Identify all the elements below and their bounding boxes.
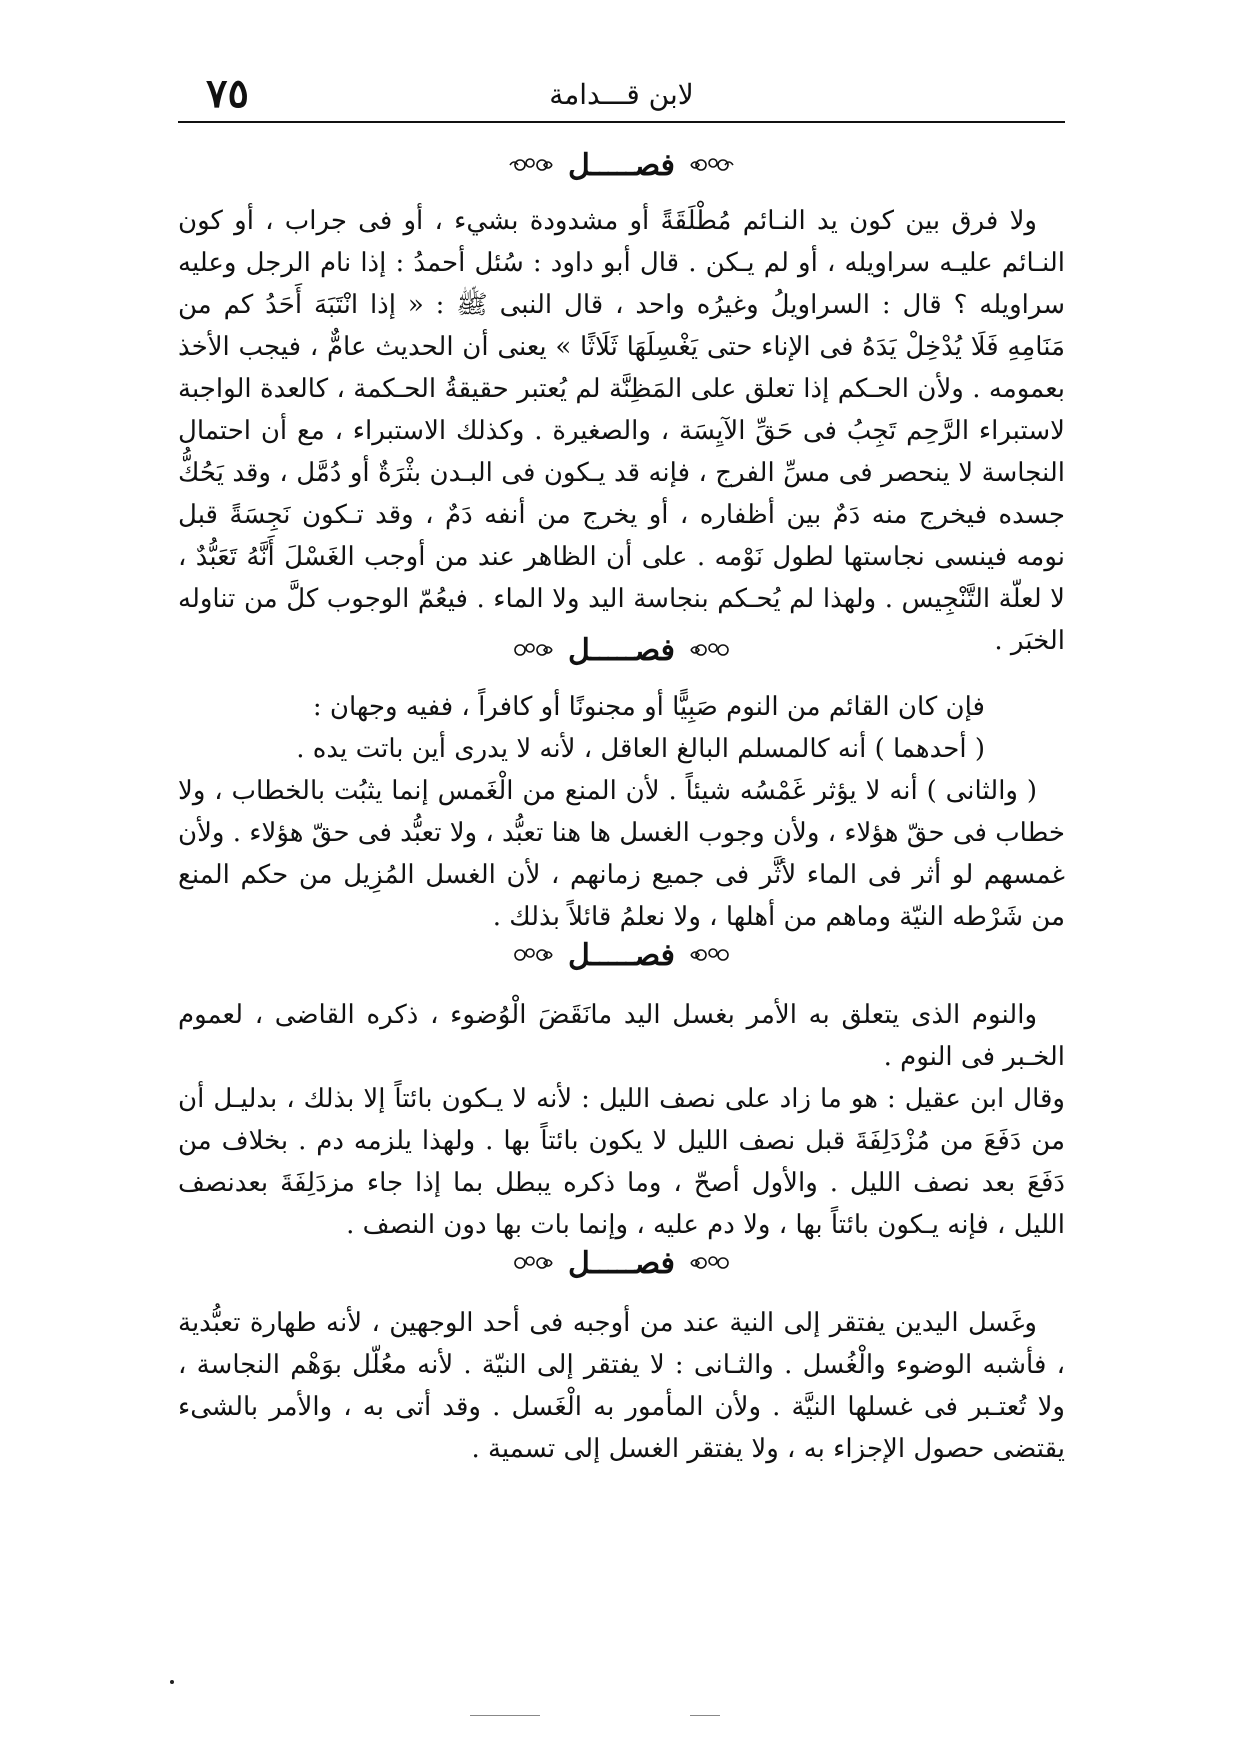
section-body [178,200,1065,662]
ornament-icon [689,153,735,177]
ornament-icon [508,638,554,662]
ornament-icon [689,1251,735,1275]
section-heading-label: فصـــــل [567,147,676,183]
section-body [178,1302,1065,1470]
section-heading-label: فصـــــل [567,937,676,973]
paragraph: ( والثانى ) أنه لا يؤثر غَمْسُه شيئاً . لأن المنع من الْغَمس إنما يثبُت بالخطاب ، ولا خطاب فى حقّ هؤلاء ، ولأن وجوب الغسل ها هنا تعبُّد ، ولا تعبُّد فى حقّ هؤلاء . ولأن غمسهم لو أثر فى الماء لأثَّر فى جميع زمانهم ، لأن الغسل المُزِيل من حكم المنع من شَرْطه النيّة وماهم من أهلها ، ولا نعلمُ قائلاً بذلك . [178,776,1065,932]
paragraph: ( أحدهما ) أنه كالمسلم البالغ العاقل ، لأنه لا يدرى أين باتت يده . [296,734,985,764]
ornament-icon [508,1251,554,1275]
section-heading [178,1238,1065,1288]
ornament-icon [508,943,554,967]
paragraph: وغَسل اليدين يفتقر إلى النية عند من أوجبه فى أحد الوجهين ، لأنه طهارة تعبُّدية ، فأشبه الوضوء والْغُسل . والثـانى : لا يفتقر إلى النيّة . لأنه معُلّل بوَهْم النجاسة ، ولا تُعتـبر فى غسلها النيَّة . ولأن المأمور به الْغَسل . وقد أتى به ، والأمر بالشىء يقتضى حصول الإجزاء به ، ولا يفتقر الغسل إلى تسمية . [178,1308,1065,1464]
footer-dot [170,1680,174,1684]
footer-line [690,1715,720,1716]
ornament-icon [689,943,735,967]
paragraph: فإن كان القائم من النوم صَبِيًّا أو مجنونًا أو كافراً ، ففيه وجهان : [312,692,985,722]
header-rule [178,121,1065,123]
section-body [178,994,1065,1246]
page-header [178,70,1065,120]
paragraph: والنوم الذى يتعلق به الأمر بغسل اليد مانَقَضَ الْوُضوء ، ذكره القاضى ، لعموم الخـبر فى النوم . [178,1000,1065,1072]
section-heading [178,930,1065,980]
ornament-icon [508,153,554,177]
section-heading-label: فصـــــل [567,632,676,668]
section-heading [178,140,1065,190]
section-heading-label: فصـــــل [567,1245,676,1281]
paragraph: ولا فرق بين كون يد النـائم مُطْلَقَةً أو مشدودة بشيء ، أو فى جراب ، أو كون النـائم عليـه سراويله ، أو لم يـكن . قال أبو داود : سُئل أحمدُ : إذا نام الرجل وعليه سراويله ؟ قال : السراويلُ وغيرُه واحد ، قال النبى ﷺ : « إذا انْتَبَهَ أَحَدُ كم من مَنَامِهِ فَلَا يُدْخِلْ يَدَهُ فى الإناء حتى يَغْسِلَهَا ثَلَاثًا » يعنى أن الحديث عامٌّ ، فيجب الأخذ بعمومه . ولأن الحـكم إذا تعلق على المَظِنَّة لم يُعتبر حقيقةُ الحـكمة ، كالعدة الواجبة لاستبراء الرَّحِم تَجِبُ فى حَقِّ الآيِسَة ، والصغيرة . وكذلك الاستبراء ، مع أن احتمال النجاسة لا ينحصر فى مسِّ الفرج ، فإنه قد يـكون فى البـدن بثْرَةٌ أو دُمَّل ، وقد يَحُكُّ جسده فيخرج منه دَمٌ بين أظفاره ، أو يخرج من أنفه دَمٌ ، وقد تـكون نَجِسَةً قبل نومه فينسى نجاستها لطول نَوْمه . على أن الظاهر عند من أوجب الغَسْلَ أَنَّهُ تَعَبُّدٌ ، لا لعلّة التَّنْجِيس . ولهذا لم يُحـكم بنجاسة اليد ولا الماء . فيعُمّ الوجوب كلَّ من تناوله الخبَر . [178,206,1065,656]
page-number: ٧٥ [206,70,249,117]
section-body [178,686,1065,938]
section-heading [178,625,1065,675]
paragraph: وقال ابن عقيل : هو ما زاد على نصف الليل : لأنه لا يـكون بائتاً إلا بذلك ، بدليـل أن من دَفَعَ من مُزْدَلِفَةَ قبل نصف الليل لا يكون بائتاً بها . ولهذا يلزمه دم . بخلاف من دَفَعَ بعد نصف الليل . والأول أصحّ ، وما ذكره يبطل بما إذا جاء مزدَلِفَةَ بعدنصف الليل ، فإنه يـكون بائتاً بها ، ولا دم عليه ، وإنما بات بها دون النصف . [178,1084,1065,1240]
running-title: لابن قـــدامة [549,78,694,111]
footer-line [470,1715,540,1716]
ornament-icon [689,638,735,662]
